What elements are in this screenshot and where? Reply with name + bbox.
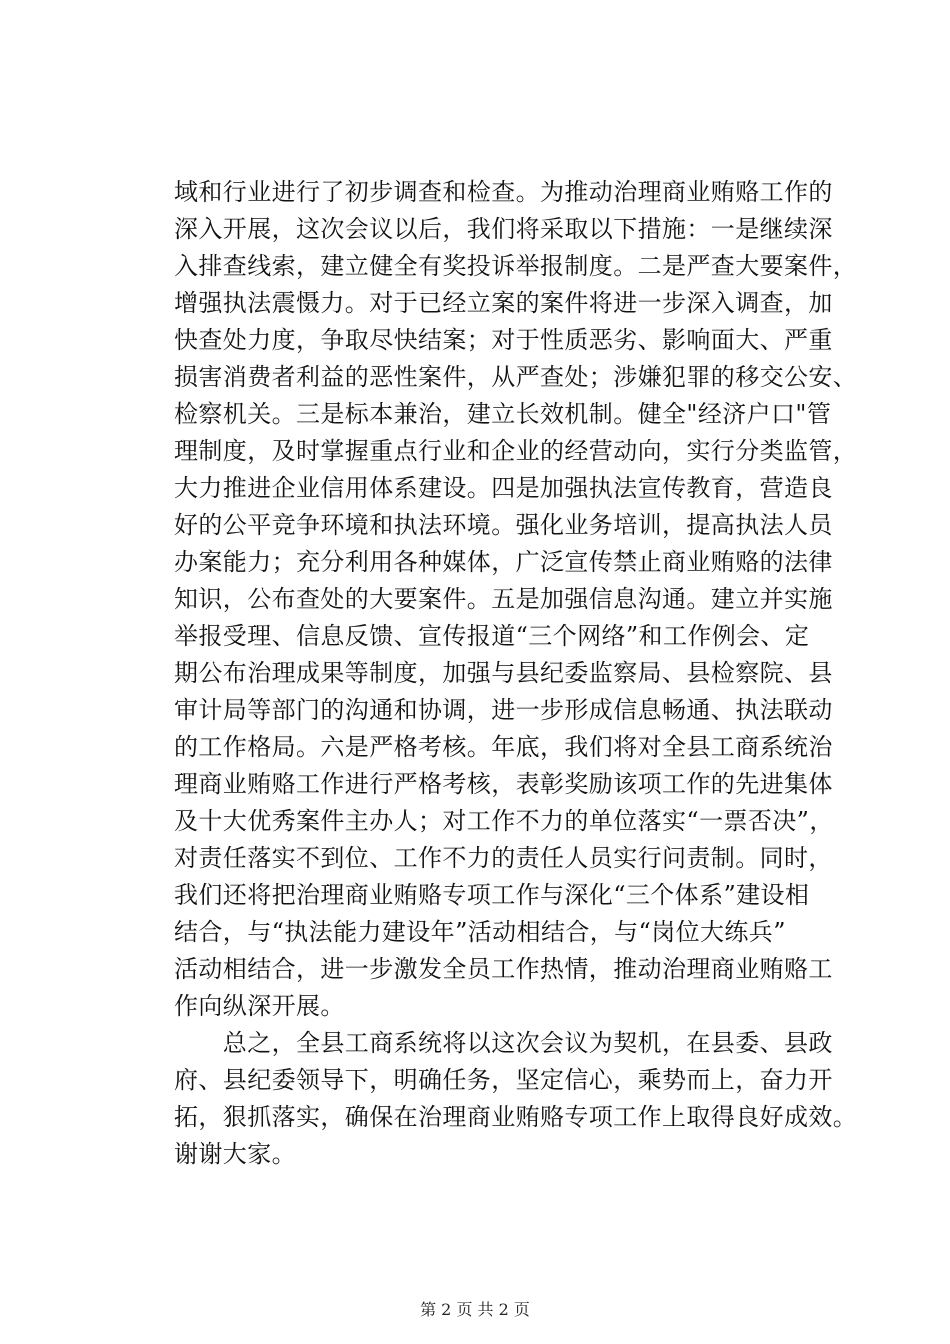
text-line: 的工作格局。六是严格考核。年底，我们将对全县工商系统治 (174, 733, 833, 761)
text-line: 理商业贿赂工作进行严格考核，表彰奖励该项工作的先进集体 (174, 770, 833, 798)
text-line: 入排查线索，建立健全有奖投诉举报制度。二是严查大要案件， (174, 252, 858, 280)
text-line: 快查处力度，争取尽快结案；对于性质恶劣、影响面大、严重 (174, 326, 833, 354)
text-line: 检察机关。三是标本兼治，建立长效机制。健全"经济户口"管 (174, 400, 832, 428)
text-line: 总之，全县工商系统将以这次会议为契机，在县委、县政 (174, 1029, 833, 1057)
text-line: 期公布治理成果等制度，加强与县纪委监察局、县检察院、县 (174, 659, 833, 687)
text-line: 我们还将把治理商业贿赂专项工作与深化“三个体系”建设相 (174, 881, 810, 909)
text-line: 拓，狠抓落实，确保在治理商业贿赂专项工作上取得良好成效。 (174, 1103, 858, 1131)
text-line: 举报受理、信息反馈、宣传报道“三个网络”和工作例会、定 (174, 622, 810, 650)
page-footer: 第 2 页 共 2 页 (420, 1300, 530, 1319)
text-line: 及十大优秀案件主办人；对工作不力的单位落实“一票否决”， (174, 807, 834, 835)
text-line: 审计局等部门的沟通和协调，进一步形成信息畅通、执法联动 (174, 696, 833, 724)
text-line: 域和行业进行了初步调查和检查。为推动治理商业贿赂工作的 (174, 178, 833, 206)
text-line: 知识，公布查处的大要案件。五是加强信息沟通。建立并实施 (174, 585, 833, 613)
text-line: 深入开展，这次会议以后，我们将采取以下措施：一是继续深 (174, 215, 833, 243)
text-line: 大力推进企业信用体系建设。四是加强执法宣传教育，营造良 (174, 474, 833, 502)
text-line: 作向纵深开展。 (174, 992, 345, 1020)
text-line: 办案能力；充分利用各种媒体，广泛宣传禁止商业贿赂的法律 (174, 548, 833, 576)
text-line: 谢谢大家。 (174, 1140, 296, 1168)
text-line: 损害消费者利益的恶性案件，从严查处；涉嫌犯罪的移交公安、 (174, 363, 858, 391)
text-line: 活动相结合，进一步激发全员工作热情，推动治理商业贿赂工 (174, 955, 833, 983)
text-line: 府、县纪委领导下，明确任务，坚定信心，乘势而上，奋力开 (174, 1066, 833, 1094)
text-line: 增强执法震慑力。对于已经立案的案件将进一步深入调查，加 (174, 289, 833, 317)
text-line: 对责任落实不到位、工作不力的责任人员实行问责制。同时， (174, 844, 833, 872)
body-text (174, 174, 864, 1173)
text-line: 好的公平竞争环境和执法环境。强化业务培训，提高执法人员 (174, 511, 833, 539)
text-line: 结合，与“执法能力建设年”活动相结合，与“岗位大练兵” (174, 918, 786, 946)
text-line: 理制度，及时掌握重点行业和企业的经营动向，实行分类监管， (174, 437, 858, 465)
